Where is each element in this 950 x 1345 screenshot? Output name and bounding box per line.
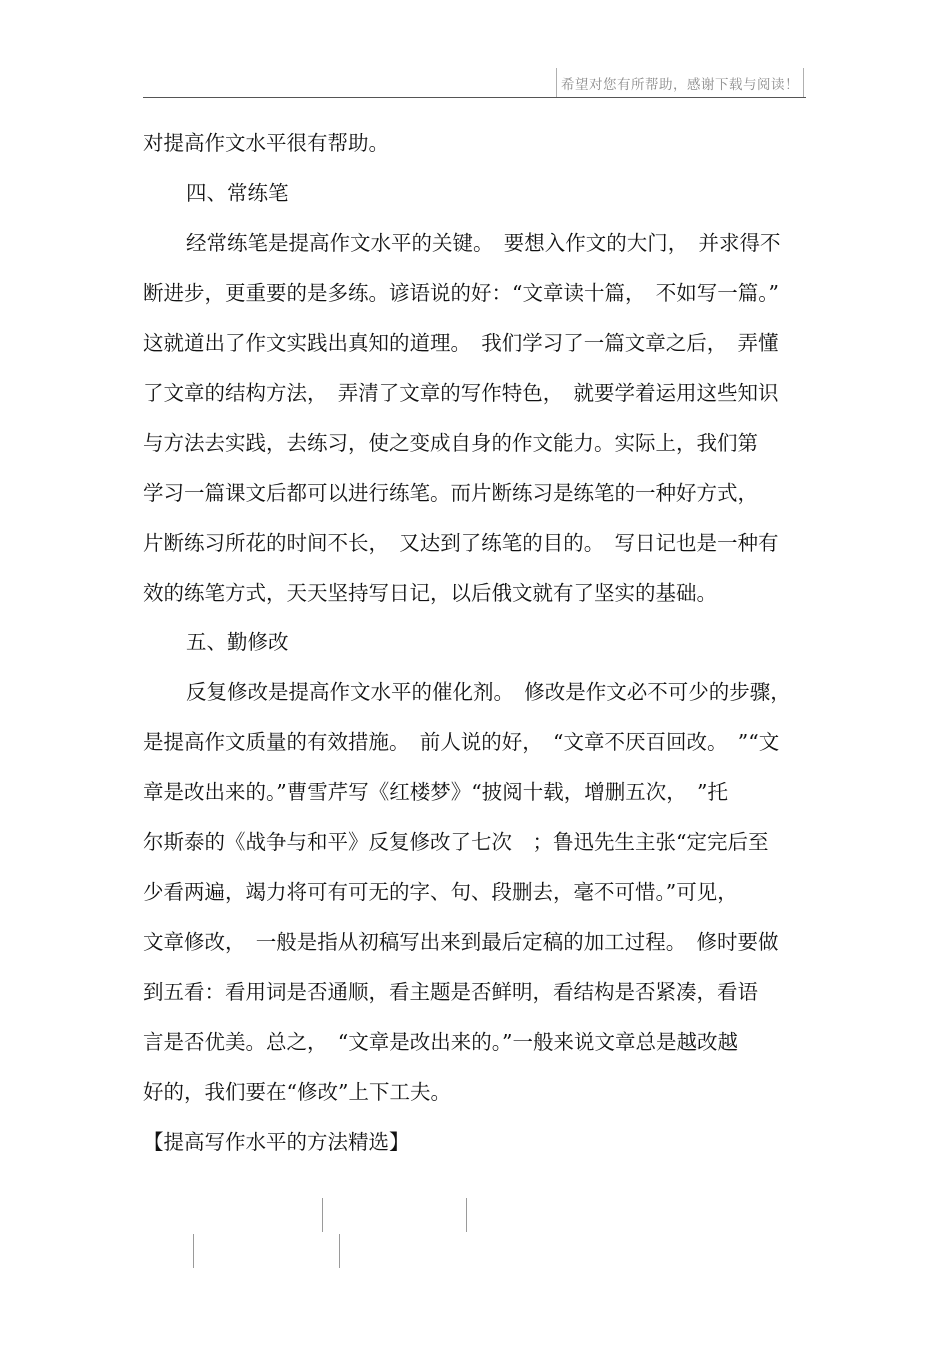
table-border-fragment <box>193 1234 194 1268</box>
paragraph-line: 尔斯泰的《战争与和平》反复修改了七次 ；鲁迅先生主张“定完后至 <box>143 830 769 854</box>
paragraph-line: 片断练习所花的时间不长， 又达到了练笔的目的。 写日记也是一种有 <box>143 531 779 555</box>
paragraph-line: 效的练笔方式，天天坚持写日记，以后俄文就有了坚实的基础。 <box>143 581 717 605</box>
header-divider <box>143 97 806 98</box>
paragraph-line: 是提高作文质量的有效措施。 前人说的好， “文章不厌百回改。 ”“文 <box>143 730 780 754</box>
paragraph-line: 好的，我们要在“修改”上下工夫。 <box>143 1080 451 1104</box>
paragraph-line: 与方法去实践，去练习，使之变成自身的作文能力。实际上，我们第 <box>143 431 758 455</box>
paragraph-line: 断进步，更重要的是多练。谚语说的好：“文章读十篇， 不如写一篇。” <box>143 281 779 305</box>
paragraph-line: 章是改出来的。”曹雪芹写《红楼梦》“披阅十载，增删五次， ”托 <box>143 780 728 804</box>
section-heading-practice: 四、常练笔 <box>186 181 289 205</box>
paragraph-line: 学习一篇课文后都可以进行练笔。而片断练习是练笔的一种好方式， <box>143 481 758 505</box>
paragraph-line: 对提高作文水平很有帮助。 <box>143 131 389 155</box>
paragraph-line: 反复修改是提高作文水平的催化剂。 修改是作文必不可少的步骤， <box>186 680 791 704</box>
section-heading-revise: 五、勤修改 <box>186 630 289 654</box>
paragraph-line: 了文章的结构方法， 弄清了文章的写作特色， 就要学着运用这些知识 <box>143 381 779 405</box>
paragraph-line: 文章修改， 一般是指从初稿写出来到最后定稿的加工过程。 修时要做 <box>143 930 779 954</box>
section-title-methods: 【提高写作水平的方法精选】 <box>143 1130 410 1154</box>
header-slogan: 希望对您有所帮助，感谢下载与阅读！ <box>556 68 804 98</box>
paragraph-line: 这就道出了作文实践出真知的道理。 我们学习了一篇文章之后， 弄懂 <box>143 331 779 355</box>
paragraph-line: 经常练笔是提高作文水平的关键。 要想入作文的大门， 并求得不 <box>186 231 781 255</box>
table-border-fragment <box>322 1198 323 1232</box>
table-border-fragment <box>466 1198 467 1232</box>
paragraph-line: 到五看：看用词是否通顺，看主题是否鲜明，看结构是否紧凑，看语 <box>143 980 758 1004</box>
table-border-fragment <box>339 1234 340 1268</box>
paragraph-line: 言是否优美。总之， “文章是改出来的。”一般来说文章总是越改越 <box>143 1030 738 1054</box>
paragraph-line: 少看两遍，竭力将可有可无的字、句、段删去，毫不可惜。”可见， <box>143 880 738 904</box>
